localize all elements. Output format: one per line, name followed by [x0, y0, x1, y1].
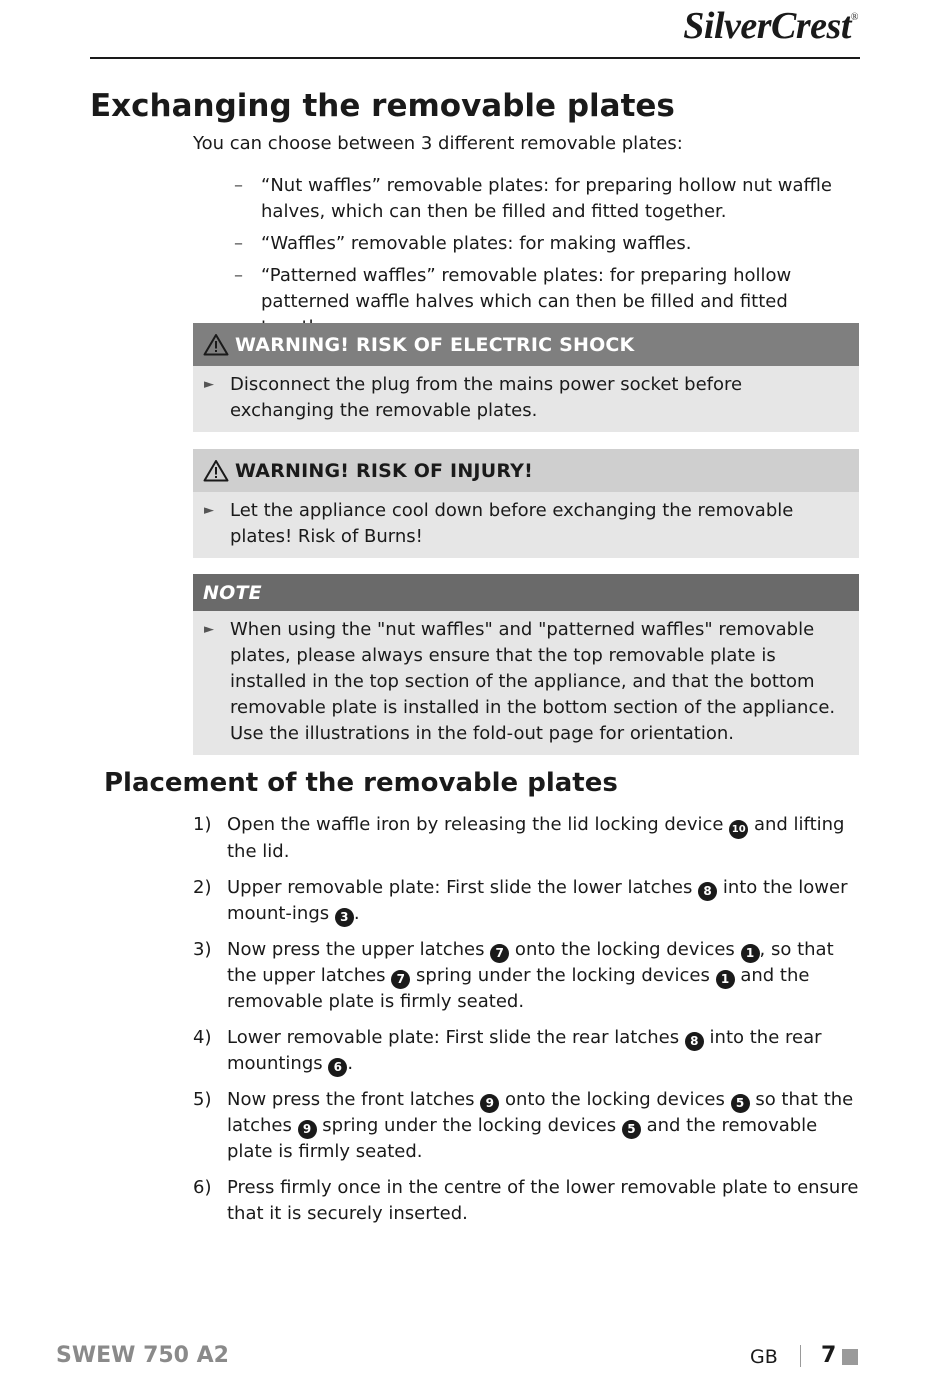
part-reference-badge: 8 [685, 1032, 704, 1051]
warning-injury-box [193, 449, 859, 558]
dash-marker: – [234, 175, 243, 196]
note-header [193, 574, 859, 611]
page-number: 7 [821, 1343, 837, 1368]
part-reference-badge: 7 [490, 944, 509, 963]
step-text: Now press the upper latches [227, 939, 491, 960]
dash-marker: – [234, 265, 243, 286]
intro-text: You can choose between 3 different removable plates: [193, 133, 683, 154]
subsection-title: Placement of the removable plates [104, 768, 618, 798]
step-item [193, 875, 863, 927]
step-text: . [353, 903, 360, 924]
step-text: so that the latches [227, 1089, 854, 1136]
step-text: and lifting the lid. [227, 814, 845, 862]
step-text: Open the waffle iron by releasing the lid locking device [227, 814, 730, 835]
step-text: and the removable plate is firmly seated. [227, 965, 810, 1012]
warning-triangle-icon [203, 459, 229, 482]
step-text: , so that the upper latches [227, 939, 834, 986]
dash-marker: – [234, 233, 243, 254]
part-reference-badge: 7 [391, 970, 410, 989]
part-reference-badge: 8 [698, 882, 717, 901]
list-item-text: “Waffles” removable plates: for making waffles. [261, 233, 692, 254]
step-item [193, 1025, 863, 1077]
warning-heading: WARNING! RISK OF ELECTRIC SHOCK [235, 333, 635, 356]
step-text: Press firmly once in the centre of the lower removable plate to ensure that it is securely inserted. [227, 1177, 859, 1224]
step-text: Lower removable plate: First slide the rear latches [227, 1027, 685, 1048]
warning-text: Disconnect the plug from the mains power socket before exchanging the removable plates. [230, 374, 743, 421]
step-text: into the lower mount-ings [227, 877, 848, 924]
part-reference-badge: 9 [480, 1094, 499, 1113]
step-number: 1) [193, 814, 212, 835]
footer-model-number: SWEW 750 A2 [56, 1343, 229, 1368]
part-reference-badge: 9 [298, 1120, 317, 1139]
bullet-arrow-icon: ► [204, 377, 214, 392]
note-body [193, 611, 859, 755]
registered-mark: ® [850, 12, 858, 23]
bullet-arrow-icon: ► [204, 622, 214, 637]
step-text: Now press the front latches [227, 1089, 481, 1110]
warning-header [193, 323, 859, 366]
step-item [193, 937, 863, 1015]
step-text: onto the locking devices [509, 939, 741, 960]
part-reference-badge: 5 [622, 1120, 641, 1139]
part-reference-badge: 6 [328, 1058, 347, 1077]
part-reference-badge: 1 [741, 944, 760, 963]
step-text: spring under the locking devices [410, 965, 716, 986]
placement-steps-list [193, 812, 863, 1237]
step-item [193, 1087, 863, 1165]
part-reference-badge: 3 [335, 908, 354, 927]
step-item [193, 1175, 863, 1227]
note-heading: NOTE [203, 581, 262, 604]
step-text: . [347, 1053, 354, 1074]
step-number: 3) [193, 939, 212, 960]
step-text: Upper removable plate: First slide the lower latches [227, 877, 699, 898]
step-item [193, 812, 863, 865]
step-number: 2) [193, 877, 212, 898]
warning-body [193, 492, 859, 558]
warning-text: Let the appliance cool down before exchanging the removable plates! Risk of Burns! [230, 500, 794, 547]
warning-electric-shock-box [193, 323, 859, 432]
step-number: 6) [193, 1177, 212, 1198]
part-reference-badge: 1 [716, 970, 735, 989]
note-box [193, 574, 859, 755]
warning-triangle-icon [203, 333, 229, 356]
plate-types-list [234, 173, 854, 347]
list-item [234, 173, 854, 225]
list-item-text: “Patterned waffles” removable plates: for preparing hollow patterned waffle halves which can then be filled and fitted [261, 265, 792, 312]
step-number: 5) [193, 1089, 212, 1110]
warning-body [193, 366, 859, 432]
note-text: When using the "nut waffles" and "patterned waffles" removable plates, please always ensure that the top removable plate is installed in the top section of the appliance, and that the bottom removable plate is installed in the bottom section of the appliance. Use the illustrations in the fold-out page for orientation. [230, 619, 836, 744]
warning-heading: WARNING! RISK OF INJURY! [235, 459, 533, 482]
part-reference-badge: 5 [731, 1094, 750, 1113]
brand-name: SilverCrest [683, 5, 851, 47]
list-item [234, 231, 854, 257]
step-text: into the rear mountings [227, 1027, 822, 1074]
footer-square-mark [842, 1349, 858, 1365]
bullet-arrow-icon: ► [204, 503, 214, 518]
step-number: 4) [193, 1027, 212, 1048]
step-text: and the removable plate is firmly seated. [227, 1115, 818, 1162]
list-item-text: “Nut waffles” removable plates: for preparing hollow nut waffle halves, which can then be filled and fitted together. [261, 175, 833, 222]
section-title: Exchanging the removable plates [90, 88, 675, 124]
footer-language-code: GB [750, 1346, 778, 1368]
header-rule [90, 57, 860, 59]
step-text: spring under the locking devices [316, 1115, 622, 1136]
part-reference-badge: 10 [729, 820, 748, 839]
footer-divider [800, 1345, 801, 1367]
warning-header [193, 449, 859, 492]
brand-logo [683, 4, 858, 48]
step-text: onto the locking devices [499, 1089, 731, 1110]
